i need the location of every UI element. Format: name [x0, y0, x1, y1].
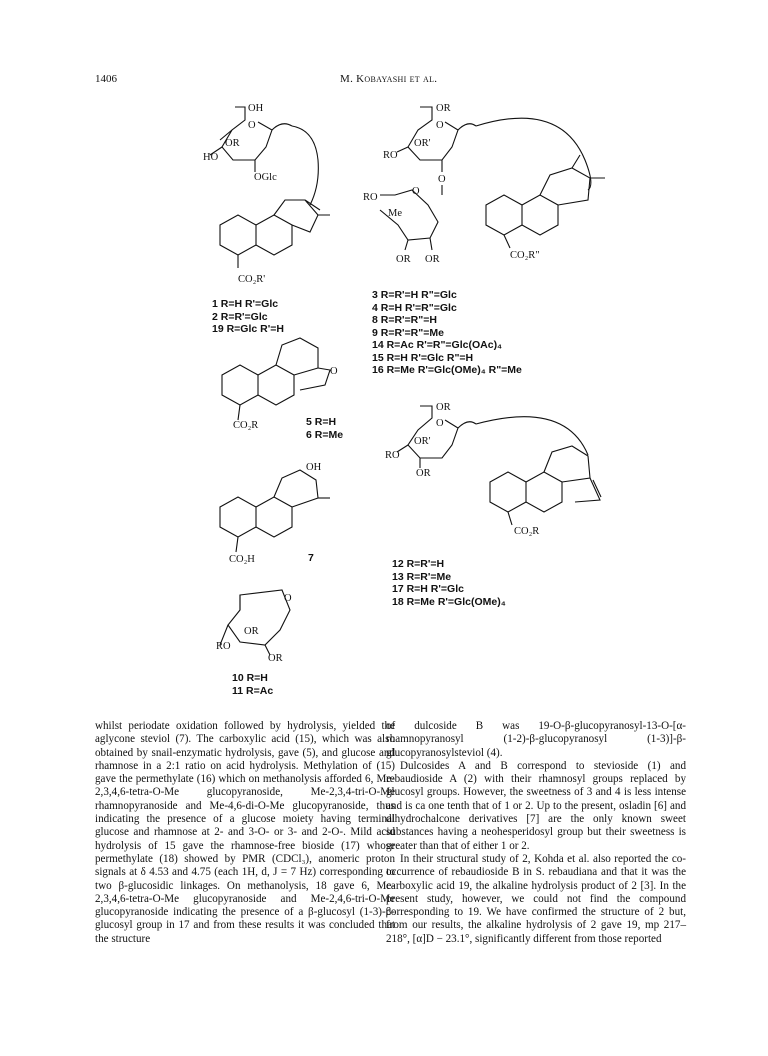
s1-ring-o: O	[248, 120, 256, 131]
s3-ring-o2: O	[412, 186, 420, 197]
s1-oglc-label: OGlc	[254, 172, 277, 183]
s10-or2-label: OR	[268, 653, 283, 664]
s10-ring-o: O	[284, 593, 292, 604]
legend-line: 8 R=R'=R"=H	[372, 314, 437, 326]
legend-group-12	[392, 558, 506, 608]
s7-oh-label: OH	[306, 462, 322, 473]
s3-or-prime-label: OR'	[414, 138, 431, 149]
s12-ring-o: O	[436, 418, 444, 429]
body-right-column	[386, 720, 686, 946]
legend-group-3	[372, 289, 522, 377]
legend-group-10	[232, 672, 273, 697]
s1-co2r-label: CO₂R'	[238, 274, 266, 285]
s3-or-b-label: OR	[425, 254, 440, 265]
structure-1-sugar	[203, 103, 318, 205]
paragraph: In their structural study of 2, Kohda et al. also reported the co-occurrence of rebaudioside B in S. rebaudiana and that it was the carboxylic acid 19, the alkaline hydrolysis product of 2 [3]. In the present study, however, we could not find the compound corresponding to 19. We have confirmed the structure of 2 but, from our results, the alkaline hydrolysis of 2 gave 19, mp 217–218°, [α]D − 23.1°, significantly different from those reported	[386, 852, 686, 945]
paragraph: whilst periodate oxidation followed by hydrolysis, yielded the aglycone steviol (7). The carboxylic acid (15), which was also obtained by snail-enzymatic hydrolysis, gave (5), and glucose and rhamnose in a 2:1 ratio on acid hydrolysis. Methylation of (15) gave the permethylate (16) which on methanolysis afforded 6, Me-2,3,4,6-tetra-O-Me glucopyranoside, Me-2,3,4-tri-O-Me rhamnopyranoside and Me-4,6-di-O-Me glucopyranoside, thus indicating the presence of a glucose moiety having terminal glucose and rhamnose at 2- and 3-O- or 3- and 2-O-. Mild acid hydrolysis of 15 gave the rhamnose-free bioside (17) whose permethylate (18) showed by PMR (CDCl₃), anomeric proton signals at δ 4.53 and 4.75 (each 1H, d, J = 7 Hz) corresponding to two β-glucosidic linkages. On methanolysis, 18 gave 6, Me-2,3,4,6-tetra-O-Me glucopyranoside and Me-2,4,6-tri-O-Me glucopyranoside indicating the presence of a β-glucosyl (1-3)-β-glucosyl group in 17 and from these results it was concluded that the structure	[95, 720, 395, 945]
compound-number-7: 7	[308, 552, 314, 564]
s3-co2r-label: CO₂R"	[510, 250, 540, 261]
running-head: M. Kobayashi et al.	[340, 73, 438, 85]
structure-12-aglycone	[490, 446, 601, 537]
s1-ho-label: HO	[203, 152, 219, 163]
structure-3-sugars	[363, 103, 591, 265]
paragraph: Dulcosides A and B correspond to stevioside (1) and rebaudioside A (2) with their rhamnosyl groups replaced by glucosyl groups. However, the sweetness of 3 and 4 is less intense and is ca one tenth that of 1 or 2. Up to the present, osladin [6] and dihydrochalcone derivatives [7] are the only known sweet substances having a neohesperidosyl group but their sweetness is greater than that of either 1 or 2.	[386, 759, 686, 852]
structure-10-sugar	[216, 590, 292, 664]
s7-co2h-label: CO₂H	[229, 554, 255, 565]
s3-ring-o: O	[436, 120, 444, 131]
paragraph: of dulcoside B was 19-O-β-glucopyranosyl-13-O-[α-rhamnopyranosyl (1-2)-β-glucopyranosyl (1-3)]-β-glucopyranosylsteviol (4).	[386, 720, 686, 759]
s10-or-label: OR	[244, 626, 259, 637]
legend-line: 1 R=H R'=Glc	[212, 298, 279, 310]
s5-ketone-o: O	[330, 366, 338, 377]
legend-line: 18 R=Me R'=Glc(OMe)₄	[392, 595, 506, 608]
legend-line: 9 R=R'=R"=Me	[372, 326, 444, 339]
s3-me-label: Me	[388, 208, 402, 219]
structure-1-aglycone	[220, 200, 330, 285]
s12-ro-label: RO	[385, 450, 400, 461]
legend-line: 4 R=H R'=R"=Glc	[372, 301, 457, 314]
page-number: 1406	[95, 73, 117, 85]
s5-co2r-label: CO₂R	[233, 420, 259, 431]
structure-7-skeleton	[220, 462, 330, 565]
body-left-column	[95, 720, 395, 946]
legend-line: 5 R=H	[306, 416, 337, 428]
legend-line: 19 R=Glc R'=H	[212, 323, 284, 335]
legend-line: 13 R=R'=Me	[392, 570, 452, 583]
s3-or-label: OR	[436, 103, 451, 114]
legend-line: 17 R=H R'=Glc	[392, 583, 464, 595]
legend-line: 16 R=Me R'=Glc(OMe)₄ R"=Me	[372, 364, 522, 376]
legend-line: 3 R=R'=H R"=Glc	[372, 289, 457, 301]
s12-or-label: OR	[436, 402, 451, 413]
legend-line: 2 R=R'=Glc	[212, 310, 268, 323]
legend-line: 10 R=H	[232, 672, 268, 684]
legend-group-5	[306, 416, 343, 441]
s1-or-label: OR	[225, 138, 240, 149]
legend-line: 6 R=Me	[306, 428, 344, 441]
s1-oh-label: OH	[248, 103, 264, 114]
structure-12-sugar	[385, 402, 588, 479]
legend-group-1	[212, 298, 284, 336]
s3-ro-label: RO	[383, 150, 398, 161]
s12-co2r-label: CO₂R	[514, 526, 540, 537]
legend-line: 11 R=Ac	[232, 684, 274, 697]
s3-link-o: O	[438, 174, 446, 185]
s12-or-prime-label: OR'	[414, 436, 431, 447]
s3-ro2-label: RO	[363, 192, 378, 203]
legend-line: 15 R=H R'=Glc R"=H	[372, 351, 474, 364]
structure-3-aglycone	[486, 155, 605, 261]
s10-ro-label: RO	[216, 641, 231, 652]
legend-line: 14 R=Ac R'=R"=Glc(OAc)₄	[372, 339, 503, 351]
s12-or2-label: OR	[416, 468, 431, 479]
legend-line: 12 R=R'=H	[392, 558, 445, 570]
s3-or-a-label: OR	[396, 254, 411, 265]
